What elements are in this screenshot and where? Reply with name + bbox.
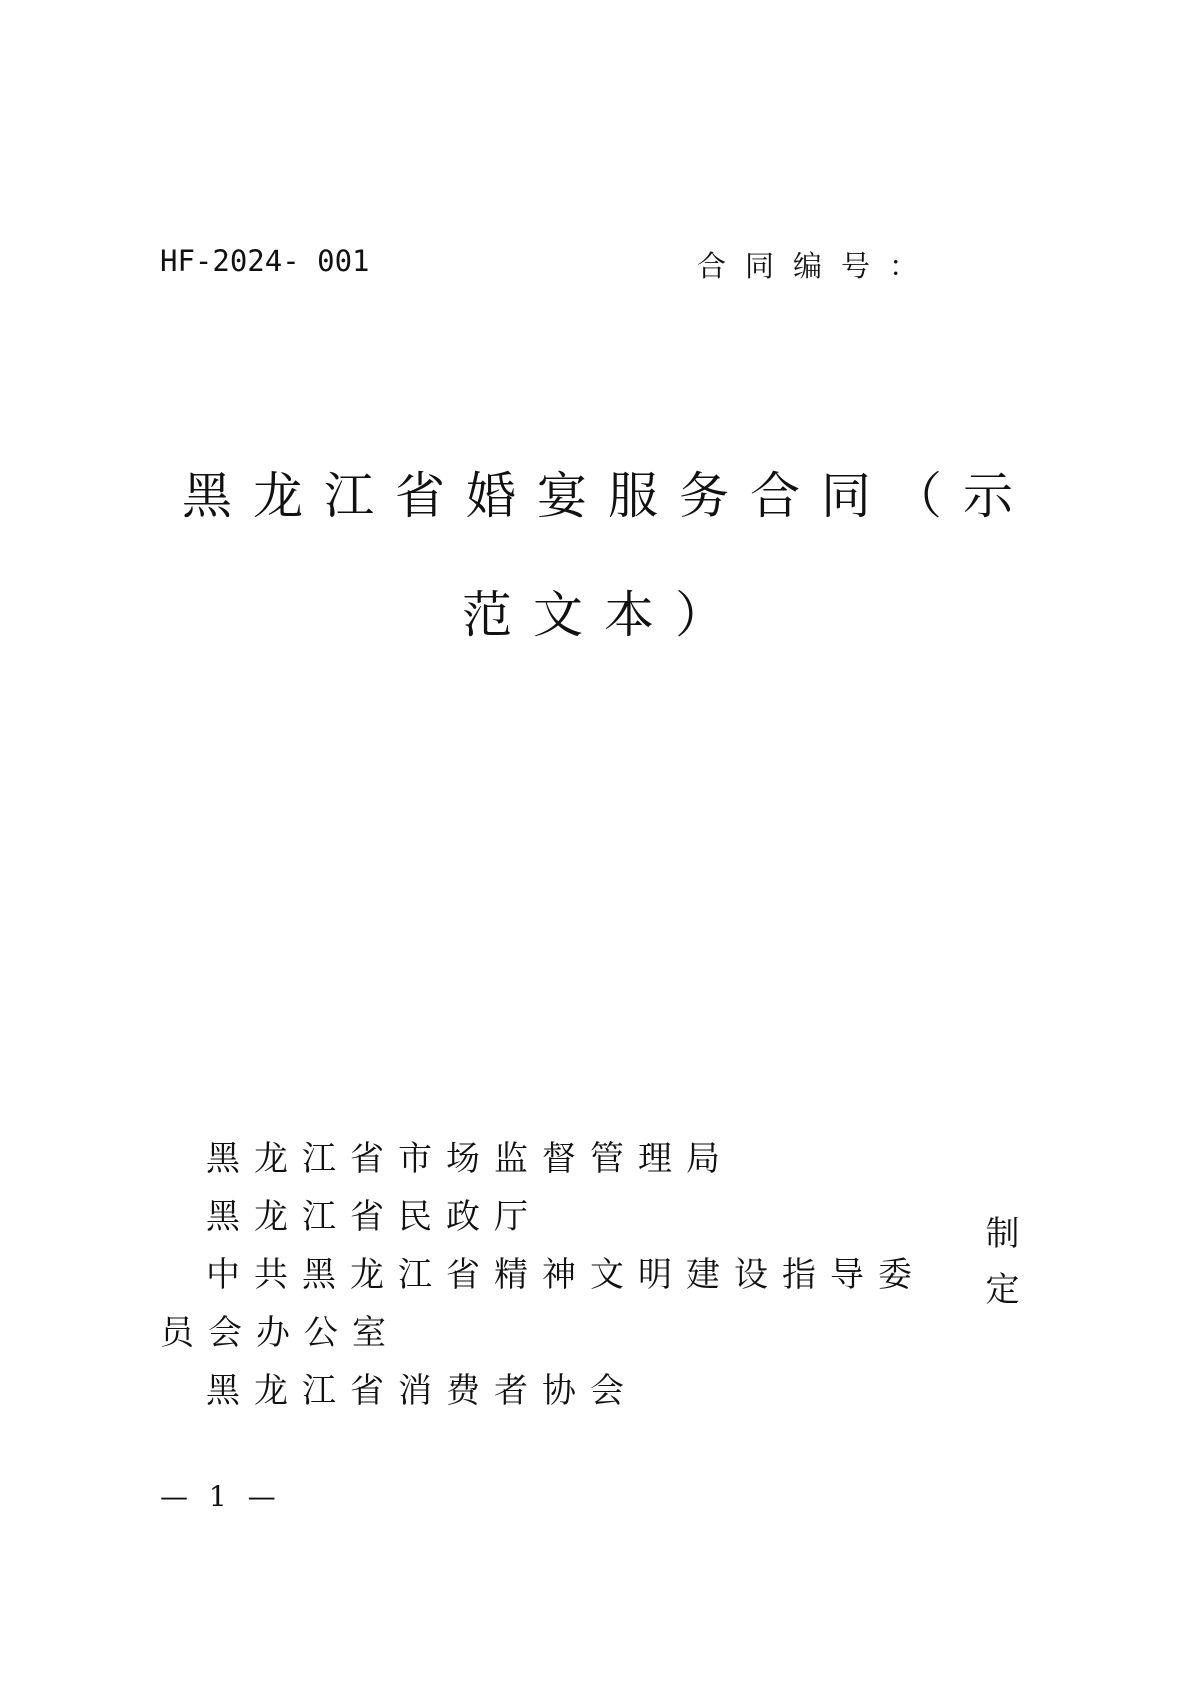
issuer-market-regulation: 黑龙江省市场监督管理局: [206, 1139, 734, 1179]
issued-by-label: 制定: [979, 1215, 1019, 1327]
document-title-line-2: 范文本）: [462, 586, 746, 644]
document-title-line-1: 黑龙江省婚宴服务合同（示: [182, 467, 1034, 525]
document-code: HF-2024- 001: [160, 244, 370, 278]
issuer-civilization-office-line-2: 员会办公室: [160, 1313, 400, 1353]
contract-number-label: 合同编号：: [697, 249, 938, 283]
issuer-civilization-office-line-1: 中共黑龙江省精神文明建设指导委: [206, 1255, 926, 1295]
issuer-consumer-association: 黑龙江省消费者协会: [206, 1371, 638, 1411]
issuing-authorities: [160, 1130, 926, 1420]
page-number: — 1 —: [160, 1480, 282, 1513]
issuer-civil-affairs: 黑龙江省民政厅: [206, 1197, 542, 1237]
